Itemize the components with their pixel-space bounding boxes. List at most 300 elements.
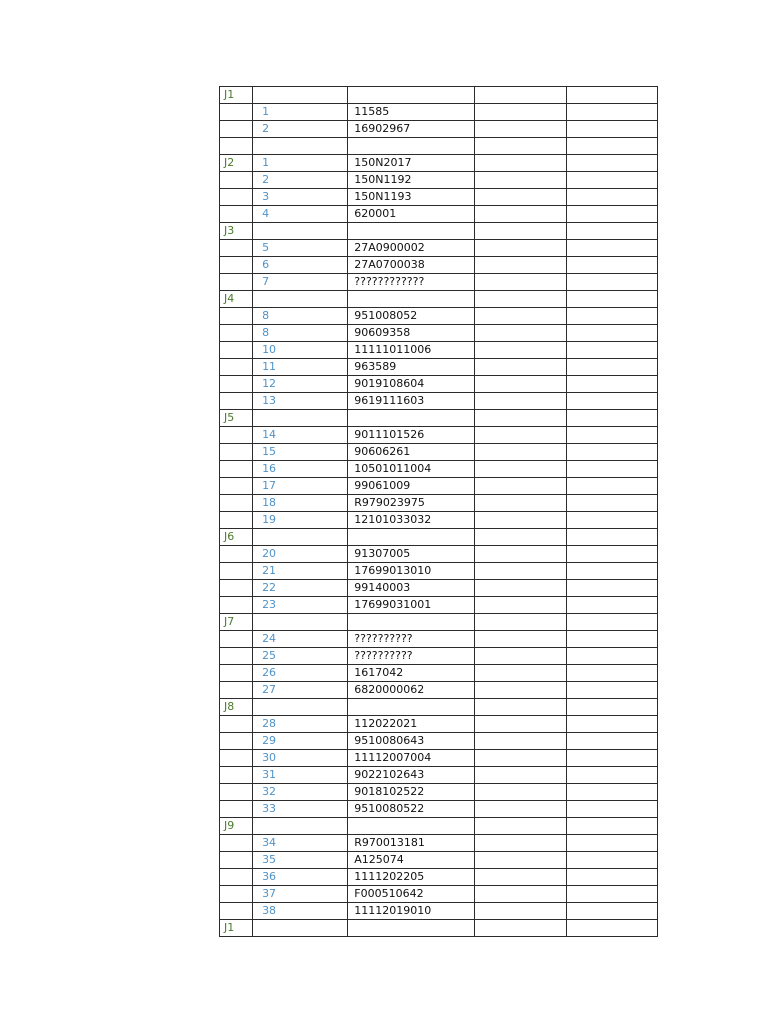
empty-cell (474, 461, 566, 478)
empty-cell (566, 835, 657, 852)
empty-cell (474, 512, 566, 529)
empty-cell (566, 189, 657, 206)
index-cell: 13 (253, 393, 348, 410)
group-cell: J5 (220, 410, 253, 427)
index-cell: 21 (253, 563, 348, 580)
empty-cell (474, 835, 566, 852)
group-cell (220, 308, 253, 325)
empty-cell (566, 665, 657, 682)
index-cell: 1 (253, 155, 348, 172)
empty-cell (566, 393, 657, 410)
part-number-cell: 10501011004 (348, 461, 474, 478)
group-cell (220, 376, 253, 393)
table-row (220, 461, 658, 478)
empty-cell (474, 121, 566, 138)
empty-cell (474, 580, 566, 597)
part-number-cell: ???????????? (348, 274, 474, 291)
index-cell (253, 223, 348, 240)
group-cell (220, 784, 253, 801)
empty-cell (474, 444, 566, 461)
empty-cell (474, 767, 566, 784)
group-cell: J8 (220, 699, 253, 716)
table-row (220, 138, 658, 155)
empty-cell (474, 87, 566, 104)
index-cell: 35 (253, 852, 348, 869)
part-number-cell: 90606261 (348, 444, 474, 461)
part-number-cell: 951008052 (348, 308, 474, 325)
table-row (220, 597, 658, 614)
empty-cell (566, 376, 657, 393)
index-cell (253, 614, 348, 631)
empty-cell (566, 104, 657, 121)
group-cell (220, 580, 253, 597)
table-row (220, 121, 658, 138)
empty-cell (474, 206, 566, 223)
group-cell (220, 240, 253, 257)
table-row (220, 291, 658, 308)
index-cell (253, 410, 348, 427)
empty-cell (474, 393, 566, 410)
empty-cell (474, 784, 566, 801)
empty-cell (566, 87, 657, 104)
part-number-cell: 150N2017 (348, 155, 474, 172)
empty-cell (566, 121, 657, 138)
part-number-cell: 99061009 (348, 478, 474, 495)
table-row (220, 784, 658, 801)
table-row (220, 801, 658, 818)
empty-cell (474, 869, 566, 886)
index-cell: 19 (253, 512, 348, 529)
index-cell: 30 (253, 750, 348, 767)
table-row (220, 87, 658, 104)
empty-cell (566, 444, 657, 461)
group-cell (220, 563, 253, 580)
group-cell (220, 393, 253, 410)
table-row (220, 869, 658, 886)
part-number-cell: A125074 (348, 852, 474, 869)
table-row (220, 716, 658, 733)
part-number-cell: 12101033032 (348, 512, 474, 529)
index-cell: 11 (253, 359, 348, 376)
table-row (220, 155, 658, 172)
index-cell: 5 (253, 240, 348, 257)
empty-cell (566, 172, 657, 189)
part-number-cell: F000510642 (348, 886, 474, 903)
empty-cell (566, 546, 657, 563)
table-row (220, 342, 658, 359)
part-number-cell: 112022021 (348, 716, 474, 733)
part-number-cell: 16902967 (348, 121, 474, 138)
empty-cell (566, 903, 657, 920)
index-cell: 16 (253, 461, 348, 478)
index-cell: 27 (253, 682, 348, 699)
table-row (220, 818, 658, 835)
empty-cell (566, 801, 657, 818)
group-cell (220, 189, 253, 206)
empty-cell (566, 359, 657, 376)
group-cell (220, 733, 253, 750)
empty-cell (474, 257, 566, 274)
index-cell: 20 (253, 546, 348, 563)
table-row (220, 376, 658, 393)
index-cell: 29 (253, 733, 348, 750)
empty-cell (566, 291, 657, 308)
part-number-cell (348, 920, 474, 937)
empty-cell (474, 189, 566, 206)
empty-cell (474, 427, 566, 444)
table-row (220, 172, 658, 189)
table-row (220, 308, 658, 325)
table-row (220, 733, 658, 750)
empty-cell (566, 716, 657, 733)
empty-cell (566, 563, 657, 580)
empty-cell (566, 138, 657, 155)
part-number-cell (348, 138, 474, 155)
table-row (220, 495, 658, 512)
group-cell: J1 (220, 87, 253, 104)
part-number-cell: 9510080643 (348, 733, 474, 750)
group-cell (220, 121, 253, 138)
empty-cell (474, 291, 566, 308)
empty-cell (566, 818, 657, 835)
index-cell: 22 (253, 580, 348, 597)
index-cell: 23 (253, 597, 348, 614)
table-row (220, 393, 658, 410)
part-number-cell: R970013181 (348, 835, 474, 852)
table-row (220, 580, 658, 597)
table-row (220, 223, 658, 240)
table-row (220, 665, 658, 682)
group-cell (220, 206, 253, 223)
group-cell (220, 852, 253, 869)
index-cell (253, 291, 348, 308)
empty-cell (474, 172, 566, 189)
part-number-cell: 6820000062 (348, 682, 474, 699)
group-cell: J3 (220, 223, 253, 240)
group-cell (220, 342, 253, 359)
empty-cell (566, 869, 657, 886)
empty-cell (566, 648, 657, 665)
index-cell: 14 (253, 427, 348, 444)
empty-cell (566, 512, 657, 529)
empty-cell (474, 274, 566, 291)
group-cell (220, 886, 253, 903)
index-cell: 15 (253, 444, 348, 461)
table-row (220, 886, 658, 903)
index-cell: 2 (253, 172, 348, 189)
part-number-cell (348, 223, 474, 240)
table-row (220, 920, 658, 937)
group-cell (220, 444, 253, 461)
empty-cell (566, 478, 657, 495)
group-cell: J1 (220, 920, 253, 937)
group-cell (220, 648, 253, 665)
part-number-cell: 11585 (348, 104, 474, 121)
empty-cell (566, 682, 657, 699)
empty-cell (566, 223, 657, 240)
table-row (220, 903, 658, 920)
table-row (220, 563, 658, 580)
part-number-cell: 620001 (348, 206, 474, 223)
index-cell: 8 (253, 325, 348, 342)
empty-cell (474, 597, 566, 614)
group-cell: J2 (220, 155, 253, 172)
group-cell (220, 631, 253, 648)
group-cell (220, 478, 253, 495)
part-number-cell (348, 699, 474, 716)
table-row (220, 274, 658, 291)
group-cell: J9 (220, 818, 253, 835)
index-cell: 12 (253, 376, 348, 393)
empty-cell (566, 325, 657, 342)
group-cell (220, 869, 253, 886)
group-cell (220, 461, 253, 478)
empty-cell (566, 495, 657, 512)
index-cell: 33 (253, 801, 348, 818)
index-cell (253, 699, 348, 716)
group-cell: J4 (220, 291, 253, 308)
table-row (220, 682, 658, 699)
table-row (220, 512, 658, 529)
table-row (220, 699, 658, 716)
table-row (220, 529, 658, 546)
table-row (220, 614, 658, 631)
index-cell: 8 (253, 308, 348, 325)
table-row (220, 835, 658, 852)
table-row (220, 767, 658, 784)
part-number-cell: 9018102522 (348, 784, 474, 801)
part-number-cell: 11112019010 (348, 903, 474, 920)
empty-cell (566, 580, 657, 597)
index-cell: 34 (253, 835, 348, 852)
index-cell: 25 (253, 648, 348, 665)
empty-cell (474, 376, 566, 393)
empty-cell (474, 410, 566, 427)
part-number-cell: 17699031001 (348, 597, 474, 614)
part-number-cell (348, 818, 474, 835)
empty-cell (566, 529, 657, 546)
empty-cell (474, 308, 566, 325)
part-number-cell: 150N1192 (348, 172, 474, 189)
part-number-cell: 99140003 (348, 580, 474, 597)
group-cell (220, 257, 253, 274)
empty-cell (566, 750, 657, 767)
part-number-cell: 9510080522 (348, 801, 474, 818)
part-number-cell: 150N1193 (348, 189, 474, 206)
part-number-cell: 9011101526 (348, 427, 474, 444)
part-number-cell: ?????????? (348, 648, 474, 665)
group-cell (220, 597, 253, 614)
index-cell: 37 (253, 886, 348, 903)
group-cell (220, 274, 253, 291)
empty-cell (566, 342, 657, 359)
table-row (220, 325, 658, 342)
empty-cell (566, 274, 657, 291)
group-cell (220, 835, 253, 852)
empty-cell (474, 682, 566, 699)
part-number-cell: 9019108604 (348, 376, 474, 393)
group-cell (220, 138, 253, 155)
index-cell: 18 (253, 495, 348, 512)
empty-cell (474, 648, 566, 665)
table-row (220, 240, 658, 257)
part-number-cell: 27A0900002 (348, 240, 474, 257)
empty-cell (474, 325, 566, 342)
group-cell (220, 546, 253, 563)
empty-cell (474, 818, 566, 835)
empty-cell (566, 461, 657, 478)
index-cell: 31 (253, 767, 348, 784)
empty-cell (566, 257, 657, 274)
table-row (220, 444, 658, 461)
empty-cell (566, 733, 657, 750)
index-cell: 1 (253, 104, 348, 121)
empty-cell (566, 852, 657, 869)
group-cell (220, 359, 253, 376)
table-row (220, 750, 658, 767)
part-number-cell: 91307005 (348, 546, 474, 563)
empty-cell (566, 308, 657, 325)
index-cell: 6 (253, 257, 348, 274)
table-row (220, 104, 658, 121)
empty-cell (474, 903, 566, 920)
parts-table-body (220, 87, 658, 937)
table-row (220, 410, 658, 427)
group-cell (220, 172, 253, 189)
group-cell: J6 (220, 529, 253, 546)
index-cell: 2 (253, 121, 348, 138)
table-row (220, 359, 658, 376)
part-number-cell (348, 87, 474, 104)
index-cell: 38 (253, 903, 348, 920)
group-cell (220, 903, 253, 920)
empty-cell (474, 699, 566, 716)
index-cell: 36 (253, 869, 348, 886)
group-cell (220, 750, 253, 767)
empty-cell (474, 886, 566, 903)
empty-cell (474, 104, 566, 121)
table-row (220, 257, 658, 274)
part-number-cell: R979023975 (348, 495, 474, 512)
group-cell (220, 665, 253, 682)
group-cell (220, 682, 253, 699)
empty-cell (474, 138, 566, 155)
index-cell (253, 920, 348, 937)
empty-cell (474, 750, 566, 767)
part-number-cell: 11111011006 (348, 342, 474, 359)
empty-cell (566, 784, 657, 801)
table-row (220, 852, 658, 869)
part-number-cell (348, 614, 474, 631)
part-number-cell (348, 529, 474, 546)
empty-cell (566, 699, 657, 716)
index-cell (253, 138, 348, 155)
empty-cell (474, 359, 566, 376)
part-number-cell: 17699013010 (348, 563, 474, 580)
index-cell: 26 (253, 665, 348, 682)
index-cell: 24 (253, 631, 348, 648)
part-number-cell: 9022102643 (348, 767, 474, 784)
part-number-cell (348, 410, 474, 427)
table-row (220, 206, 658, 223)
part-number-cell: 1111202205 (348, 869, 474, 886)
part-number-cell: 27A0700038 (348, 257, 474, 274)
table-row (220, 546, 658, 563)
empty-cell (474, 631, 566, 648)
empty-cell (474, 495, 566, 512)
index-cell (253, 87, 348, 104)
index-cell: 7 (253, 274, 348, 291)
group-cell (220, 716, 253, 733)
empty-cell (566, 631, 657, 648)
group-cell: J7 (220, 614, 253, 631)
index-cell: 3 (253, 189, 348, 206)
empty-cell (474, 716, 566, 733)
group-cell (220, 325, 253, 342)
empty-cell (474, 546, 566, 563)
table-row (220, 631, 658, 648)
index-cell (253, 818, 348, 835)
table-row (220, 427, 658, 444)
index-cell: 4 (253, 206, 348, 223)
empty-cell (566, 155, 657, 172)
index-cell (253, 529, 348, 546)
empty-cell (474, 614, 566, 631)
empty-cell (474, 529, 566, 546)
empty-cell (474, 342, 566, 359)
empty-cell (474, 563, 566, 580)
part-number-cell: 1617042 (348, 665, 474, 682)
parts-table (219, 86, 658, 937)
empty-cell (474, 240, 566, 257)
empty-cell (566, 240, 657, 257)
empty-cell (474, 920, 566, 937)
part-number-cell: 963589 (348, 359, 474, 376)
group-cell (220, 512, 253, 529)
empty-cell (566, 614, 657, 631)
empty-cell (474, 223, 566, 240)
empty-cell (474, 665, 566, 682)
empty-cell (474, 733, 566, 750)
table-row (220, 648, 658, 665)
empty-cell (474, 478, 566, 495)
empty-cell (474, 801, 566, 818)
group-cell (220, 104, 253, 121)
empty-cell (474, 852, 566, 869)
index-cell: 17 (253, 478, 348, 495)
table-row (220, 478, 658, 495)
index-cell: 32 (253, 784, 348, 801)
empty-cell (566, 767, 657, 784)
group-cell (220, 427, 253, 444)
part-number-cell (348, 291, 474, 308)
part-number-cell: 11112007004 (348, 750, 474, 767)
table-row (220, 189, 658, 206)
group-cell (220, 767, 253, 784)
part-number-cell: 90609358 (348, 325, 474, 342)
empty-cell (566, 410, 657, 427)
part-number-cell: ?????????? (348, 631, 474, 648)
empty-cell (566, 206, 657, 223)
empty-cell (566, 427, 657, 444)
empty-cell (474, 155, 566, 172)
empty-cell (566, 920, 657, 937)
empty-cell (566, 886, 657, 903)
index-cell: 10 (253, 342, 348, 359)
group-cell (220, 801, 253, 818)
group-cell (220, 495, 253, 512)
index-cell: 28 (253, 716, 348, 733)
